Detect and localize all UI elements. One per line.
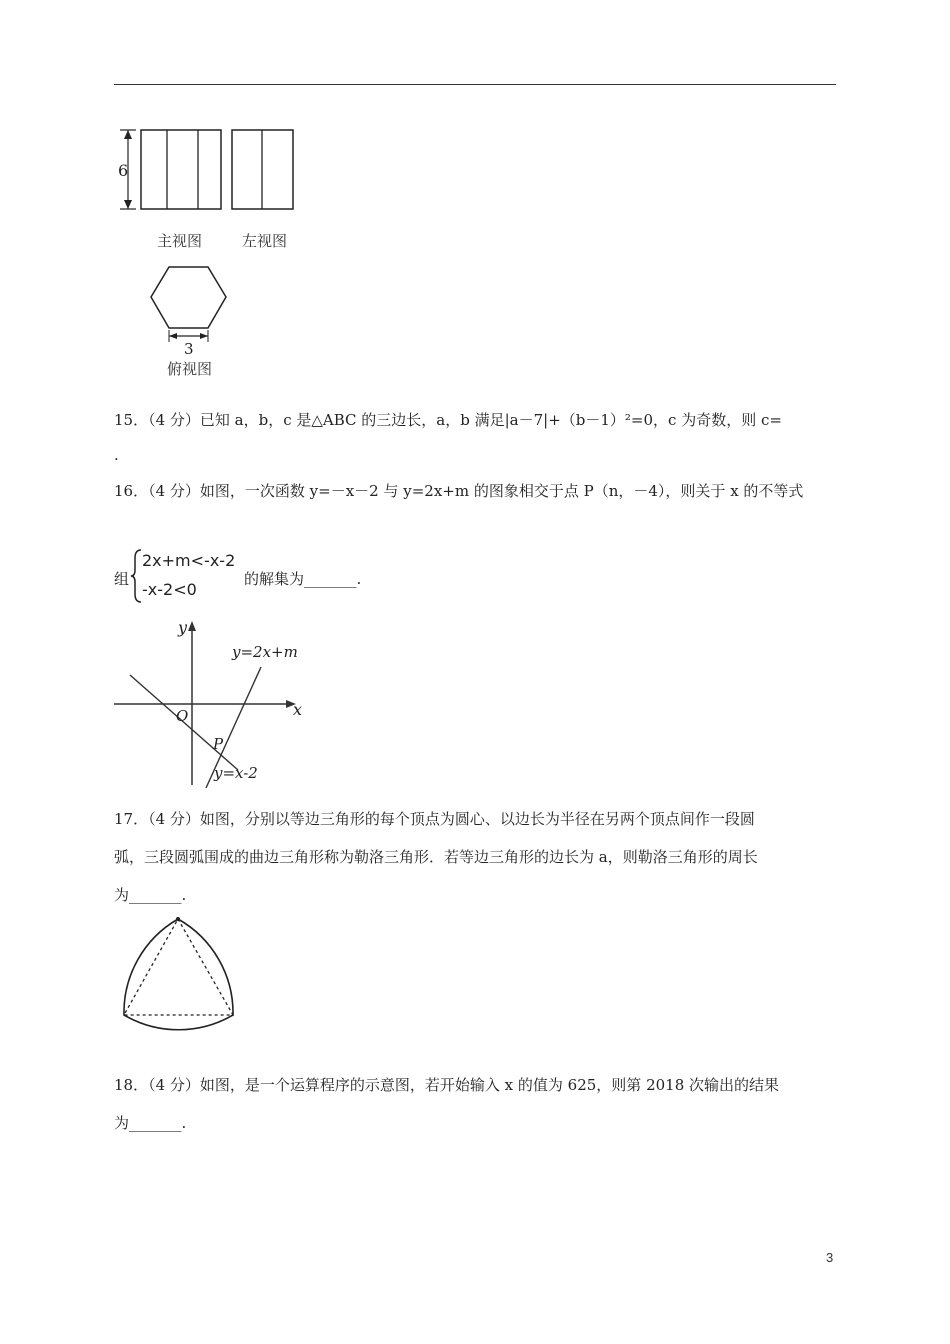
top-view-caption: 俯视图 <box>167 360 213 378</box>
front-view <box>141 130 221 209</box>
linear-functions-graph <box>110 615 310 793</box>
reuleaux-triangle-figure <box>110 910 250 1040</box>
line-2x-m-label: y=2x+m <box>232 643 298 661</box>
origin-label: O <box>176 707 189 725</box>
question-18-line2: 为_______. <box>114 1114 187 1132</box>
equilateral-triangle-dashed <box>124 919 233 1015</box>
left-view-caption: 左视图 <box>242 232 288 250</box>
question-16-line1: 16．（4 分）如图，一次函数 y=－x－2 与 y=2x+m 的图象相交于点 P（n，－4），则关于 x 的不等式 <box>114 482 804 500</box>
question-15-line1: 15．（4 分）已知 a，b，c 是△ABC 的三边长，a，b 满足|a－7|+（b－1）²=0，c 为奇数，则 c= <box>114 411 782 429</box>
page-number: 3 <box>826 1250 834 1265</box>
point-p-label: P <box>213 735 224 753</box>
height-label: 6 <box>118 161 129 180</box>
question-16-prefix: 组 <box>114 570 130 588</box>
question-17-line2: 弧，三段圆弧围成的曲边三角形称为勒洛三角形．若等边三角形的边长为 a，则勒洛三角形的周长 <box>114 848 758 866</box>
question-15-line2: . <box>114 446 119 464</box>
front-view-caption: 主视图 <box>157 232 203 250</box>
line-x-2-label: y=x-2 <box>214 764 258 782</box>
inequality-1: 2x+m<-x-2 <box>142 551 236 570</box>
hexagon-top-view <box>151 267 226 328</box>
hex-side-label: 3 <box>184 340 194 358</box>
header-rule <box>114 84 836 85</box>
question-18-line1: 18．（4 分）如图，是一个运算程序的示意图，若开始输入 x 的值为 625，则第 2018 次输出的结果 <box>114 1076 780 1094</box>
question-17-line1: 17．（4 分）如图，分别以等边三角形的每个顶点为圆心、以边长为半径在另两个顶点间作一段圆 <box>114 810 755 828</box>
reuleaux-triangle <box>124 919 233 1030</box>
y-axis-label: y <box>178 618 188 637</box>
question-17-line3: 为_______. <box>114 886 187 904</box>
question-16-suffix: 的解集为_______. <box>244 570 362 588</box>
x-axis-label: x <box>293 700 303 719</box>
three-views-figure <box>110 120 310 385</box>
inequality-2: -x-2<0 <box>142 580 197 599</box>
